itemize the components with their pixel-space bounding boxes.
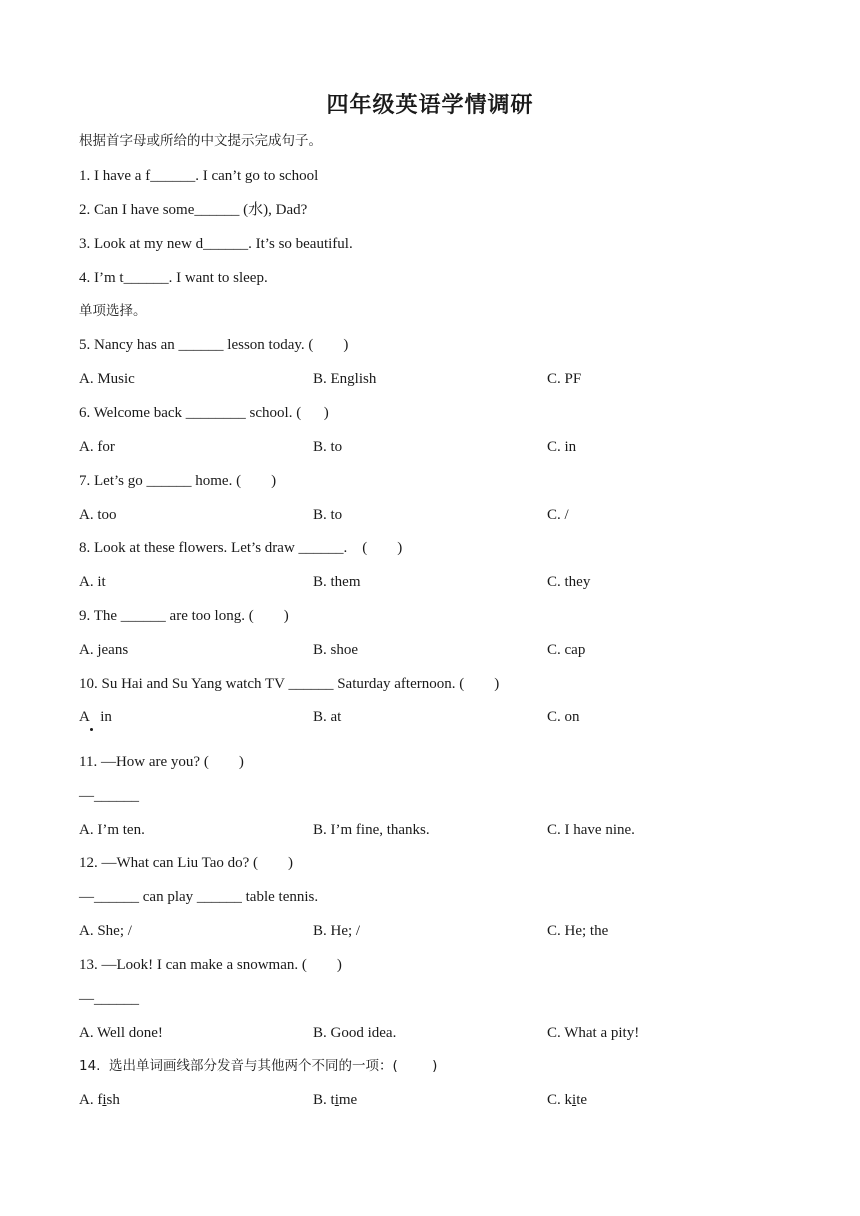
option-b: B. shoe — [313, 642, 358, 658]
question-7: 7. Let’s go ______ home. ( ) — [79, 473, 277, 489]
question-3: 3. Look at my new d______. It’s so beautiful. — [79, 236, 353, 252]
question-8: 8. Look at these flowers. Let’s draw ______. ( ) — [79, 540, 403, 556]
question-12: 12. —What can Liu Tao do? ( ) — [79, 855, 294, 871]
option-c: C. kite — [547, 1092, 588, 1108]
option-c: C. on — [547, 709, 580, 725]
underlined-letter: i — [102, 1092, 107, 1108]
option-c: C. PF — [547, 371, 582, 387]
reply-blank: —______ — [79, 991, 139, 1007]
option-c: C. I have nine. — [547, 822, 635, 838]
section-instruction-choice: 单项选择。 — [79, 303, 147, 319]
underlined-letter: i — [572, 1092, 577, 1108]
question-11: 11. —How are you? ( ) — [79, 754, 244, 770]
option-b: B. time — [313, 1092, 358, 1108]
option-c: C. / — [547, 507, 569, 523]
question-4: 4. I’m t______. I want to sleep. — [79, 270, 268, 286]
question-13: 13. —Look! I can make a snowman. ( ) — [79, 957, 342, 973]
option-a: A. fish — [79, 1092, 120, 1108]
option-c: C. What a pity! — [547, 1025, 640, 1041]
option-c: C. cap — [547, 642, 586, 658]
question-10: 10. Su Hai and Su Yang watch TV ______ Saturday afternoon. ( ) — [79, 676, 500, 692]
page-title: 四年级英语学情调研 — [326, 93, 534, 118]
stray-dot — [90, 728, 93, 731]
option-a: A. for — [79, 439, 115, 455]
section-instruction-fill: 根据首字母或所给的中文提示完成句子。 — [79, 133, 322, 149]
option-c: C. they — [547, 574, 591, 590]
question-1: 1. I have a f______. I can’t go to school — [79, 168, 319, 184]
option-b: B. Good idea. — [313, 1025, 397, 1041]
option-a: A. too — [79, 507, 117, 523]
option-b: B. to — [313, 507, 343, 523]
option-b: B. English — [313, 371, 377, 387]
option-a: A. Music — [79, 371, 135, 387]
option-b: B. them — [313, 574, 361, 590]
option-a: A. Well done! — [79, 1025, 163, 1041]
question-14: 14. 选出单词画线部分发音与其他两个不同的一项：( ) — [79, 1058, 438, 1074]
option-b: B. at — [313, 709, 342, 725]
reply-blank: —______ — [79, 788, 139, 804]
option-b: B. to — [313, 439, 343, 455]
option-a: A. She; / — [79, 923, 132, 939]
option-c: C. He; the — [547, 923, 609, 939]
option-a: A. it — [79, 574, 106, 590]
option-b: B. I’m fine, thanks. — [313, 822, 430, 838]
option-a: A. I’m ten. — [79, 822, 145, 838]
option-b: B. He; / — [313, 923, 361, 939]
option-c: C. in — [547, 439, 577, 455]
question-5: 5. Nancy has an ______ lesson today. ( ) — [79, 337, 349, 353]
option-a: A. jeans — [79, 642, 129, 658]
option-a: A in — [79, 709, 112, 725]
question-9: 9. The ______ are too long. ( ) — [79, 608, 289, 624]
underlined-letter: i — [334, 1092, 339, 1108]
question-6: 6. Welcome back ________ school. ( ) — [79, 405, 329, 421]
reply-blank: —______ can play ______ table tennis. — [79, 889, 319, 905]
question-2: 2. Can I have some______ (水), Dad? — [79, 202, 308, 218]
